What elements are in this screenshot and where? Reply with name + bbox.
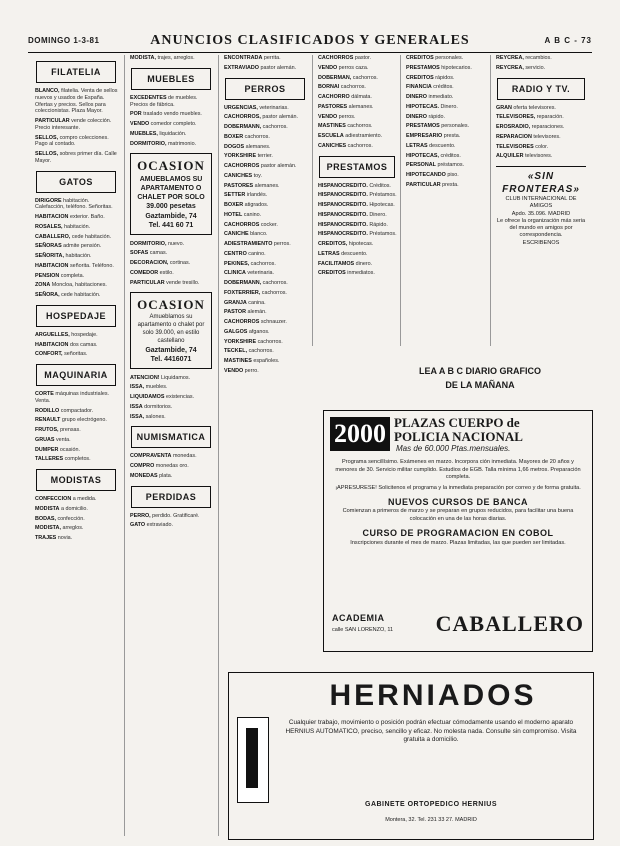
ad: ISSA, salones. xyxy=(130,413,166,420)
ad: PASTORES alemanes. xyxy=(318,103,374,110)
sin-fronteras-ad xyxy=(496,166,586,247)
ad: MODISTA, arreglos. xyxy=(35,525,84,532)
ad: CANICHE blanco. xyxy=(224,231,268,238)
sf-title: «SIN FRONTERAS» xyxy=(502,171,580,195)
ad: LETRAS descuento. xyxy=(406,142,456,149)
sf-cta: ESCRIBENOS xyxy=(522,239,560,246)
lea-abc-banner xyxy=(360,364,600,393)
ad: CREDITOS rápidos. xyxy=(406,74,455,81)
sf-text: Le ofrece la organización más seria del mundo en amigos por correspondencia. xyxy=(496,217,586,239)
ad: GRUAS venta. xyxy=(35,436,71,443)
herniados-gabinete: GABINETE ORTOPEDICO HERNIUS xyxy=(365,801,497,808)
box-text: Amueblamos su apartamento o chalet por solo 39.000, en estilo castellano xyxy=(137,314,205,344)
ad: SEÑORITA, habitación. xyxy=(35,253,92,259)
cobol-heading: CURSO DE PROGRAMACION EN COBOL xyxy=(362,528,554,539)
ad: PASTORES alemanes. xyxy=(224,182,280,189)
ad: CANICHES toy. xyxy=(224,172,262,179)
ad: CABALLERO, cede habitación. xyxy=(35,233,112,240)
ad: DOGOS alemanes. xyxy=(224,143,271,150)
policia-paragraph: Programa sencillísimo. Exámenes en marzo. Incorpora ción inmediata. Mayores de 20 años y menores de 30. Servicio militar cumplido. Estudios de EGB. Talla mínima 1,66 metros. Preparación completa. xyxy=(335,459,581,481)
ad: YORKSHIRE terrier. xyxy=(224,153,273,160)
ad: PENSION completa. xyxy=(35,272,85,279)
ad: HISPANOCREDITO. Hipotecas. xyxy=(318,202,395,208)
ad: PERSONAL préstamos. xyxy=(406,162,465,169)
ad: TALLERES completos. xyxy=(35,456,91,463)
section-maquinaria: MAQUINARIA xyxy=(36,364,116,386)
ad: YORKSHIRE cachorros. xyxy=(224,338,283,345)
ad: ISSA dormitorios. xyxy=(130,403,173,410)
ad: PARTICULAR vende colección. Precio interesante. xyxy=(35,118,112,131)
ad: VENDO perro. xyxy=(224,367,259,374)
herniados-ad xyxy=(228,672,594,840)
ad: MONEDAS plata. xyxy=(130,472,173,479)
ad: CANICHES cachorros. xyxy=(318,142,373,149)
section-muebles: MUEBLES xyxy=(131,68,211,90)
ad: FOXTERRIER, cachorros. xyxy=(224,289,287,296)
ad: CENTRO canino. xyxy=(224,250,266,257)
ad: GALGOS afganos. xyxy=(224,328,270,335)
ad: CACHORRO dálmata. xyxy=(318,94,372,100)
column-6 xyxy=(490,55,591,346)
ad: COMPRAVENTA monedas. xyxy=(130,453,197,460)
ad: HIPOTECAS. Dinero. xyxy=(406,103,458,110)
herniados-address: Montera, 32. Tel. 231 33 27. MADRID xyxy=(385,817,477,823)
ad: GRANJA canina. xyxy=(224,299,266,306)
box-price: 39.000 pesetas xyxy=(146,203,196,211)
ad: GATO extraviado. xyxy=(130,522,173,529)
ad: SEÑORAS admite pensión. xyxy=(35,243,102,250)
banca-heading: NUEVOS CURSOS DE BANCA xyxy=(387,497,528,508)
section-modistas: MODISTAS xyxy=(36,469,116,491)
ad: FINANCIA créditos. xyxy=(406,84,454,91)
ad: ROSALES, habitación. xyxy=(35,223,91,230)
ad: REYCREA, servicio. xyxy=(496,64,546,71)
ad: BLANCO, filatelia. Venta de sellos nuevos y usados de España. Ofertas y precios. Sellos para coleccionistas. Plaza Mayor. xyxy=(35,88,118,115)
ad: BOXER cachorros. xyxy=(224,133,270,140)
ad: EMPRESARIO presta. xyxy=(406,133,461,139)
policia-paragraph: ¡APRESURESE! Solicitenos el programa y la inmediata preparación por correo y de forma gratuita. xyxy=(335,484,581,491)
ad: ESCUELA adiestramiento. xyxy=(318,133,383,139)
ad: HISPANOCREDITO. Dinero. xyxy=(318,211,387,218)
box-phone: Tel. 4416071 xyxy=(150,355,192,363)
ocasion-ad-box-2 xyxy=(130,292,212,368)
ad: CONFORT, señoritas. xyxy=(35,351,88,358)
ad: ATENCION! Liquidamos. xyxy=(130,374,191,381)
ad: DORMITORIO, matrimonio. xyxy=(130,140,197,147)
lea-line-1: LEA A B C DIARIO GRAFICO xyxy=(419,366,541,376)
column-1 xyxy=(30,55,122,836)
box-text: AMUEBLAMOS SU APARTAMENTO O CHALET POR SOLO xyxy=(137,176,205,202)
banca-text: Comienzan a primeros de marzo y se preparan en grupos reducidos, para facilitar una buena colocación en una de las horas diarias. xyxy=(342,508,574,522)
box-address: Gaztambide, 74 xyxy=(145,346,197,354)
policia-title-2: POLICIA NACIONAL xyxy=(394,429,523,444)
ad: HIPOTECANDO piso. xyxy=(406,172,459,178)
ad: CREDITOS inmediatos. xyxy=(318,270,375,277)
ad: RODILLO compactador. xyxy=(35,407,94,414)
section-hospedaje: HOSPEDAJE xyxy=(36,305,116,327)
ad: ISSA, muebles. xyxy=(130,384,168,391)
ad: BODAS, confección. xyxy=(35,515,85,522)
ad: CACHORROS pastor. xyxy=(318,55,372,61)
box-address: Gaztambide, 74 xyxy=(145,212,197,220)
academia-label: ACADEMIA xyxy=(332,613,385,623)
ad: POR traslado vendo muebles. xyxy=(130,111,202,118)
ad: CREDITOS, hipotecas. xyxy=(318,241,374,247)
section-numismatica: NUMISMATICA xyxy=(131,426,211,448)
ad: CORTE máquinas industriales. Venta. xyxy=(35,391,110,404)
header-page: A B C - 73 xyxy=(544,36,592,45)
ad: CLINICA veterinaria. xyxy=(224,270,275,277)
sf-apdo: Apdo. 35.096. MADRID xyxy=(511,210,571,217)
ad: URGENCIAS, veterinarias. xyxy=(224,104,289,111)
section-prestamos: PRESTAMOS xyxy=(319,156,395,178)
ad: ARGUELLES, hospedaje. xyxy=(35,331,98,338)
ad: PARTICULAR vende tresillo. xyxy=(130,279,200,286)
ad: LIQUIDAMOS existencias. xyxy=(130,394,195,401)
ad: CACHORROS schnauzer. xyxy=(224,319,287,325)
ad: FACILITAMOS dinero. xyxy=(318,260,373,267)
ad: CACHORROS pastor alemán. xyxy=(224,163,297,169)
ad: VENDO perros caza. xyxy=(318,64,369,71)
ad: SETTER irlandés. xyxy=(224,192,268,199)
ad: HISPANOCREDITO. Préstamos. xyxy=(318,192,397,199)
ad: HISPANOCREDITO. Préstamos. xyxy=(318,231,397,238)
section-gatos: GATOS xyxy=(36,171,116,193)
sf-club: CLUB INTERNACIONAL DE AMIGOS xyxy=(505,196,577,210)
ad: ALQUILER televisores. xyxy=(496,153,553,160)
header-date: DOMINGO 1-3-81 xyxy=(28,36,100,45)
header-title: ANUNCIOS CLASIFICADOS Y GENERALES xyxy=(150,33,470,48)
academia-address: calle SAN LORENZO, 11 xyxy=(332,627,394,633)
ad: VENDO comedor completo. xyxy=(130,121,197,127)
ad: DINERO rápido. xyxy=(406,113,445,120)
plazas-number: 2000 xyxy=(330,417,390,451)
ad: PERRO, perdido. Gratificaré. xyxy=(130,512,200,519)
ad: PARTICULAR presta. xyxy=(406,181,459,188)
policia-nacional-ad xyxy=(323,410,593,652)
ad: LETRAS descuento. xyxy=(318,250,368,257)
ad: MASTINES españoles. xyxy=(224,358,280,364)
academia-name: CABALLERO xyxy=(435,611,584,636)
ad: HABITACION señorita. Teléfono. xyxy=(35,262,114,269)
box-headline: OCASION xyxy=(137,297,205,313)
ad: COMEDOR estilo. xyxy=(130,269,174,276)
ocasion-ad-box xyxy=(130,153,212,234)
ad: HABITACION dos camas. xyxy=(35,341,98,348)
ad: PRESTAMOS hipotecarios. xyxy=(406,64,472,71)
ad: REPARACION televisores. xyxy=(496,133,561,140)
ad: DOBERMAN, cachorros. xyxy=(318,74,378,81)
section-perros: PERROS xyxy=(225,78,305,100)
ad: TELEVISORES, reparación. xyxy=(496,114,564,121)
ad: CACHORROS, pastor alemán. xyxy=(224,114,299,121)
section-radio-tv: RADIO Y TV. xyxy=(497,78,585,100)
ad: EXCEDENTES de muebles. Precios de fábrica. xyxy=(130,94,198,108)
ad: HABITACION exterior. Baño. xyxy=(35,214,105,220)
ad: CONFECCION a medida. xyxy=(35,496,97,502)
ad: COMPRO monedas oro. xyxy=(130,463,189,470)
ad: DOBERMANN, cachorros. xyxy=(224,280,288,286)
hernius-emblem-icon xyxy=(237,717,269,803)
ad: DECORACION, cortinas. xyxy=(130,260,191,267)
ad: VENDO perros. xyxy=(318,113,356,120)
box-headline: OCASION xyxy=(137,158,205,174)
policia-salary: Mas de 60.000 Ptas.mensuales. xyxy=(396,444,511,453)
ad: HOTEL canino. xyxy=(224,211,262,218)
ad: HIPOTECAS, créditos. xyxy=(406,152,461,159)
column-4 xyxy=(312,55,401,346)
policia-title-1: PLAZAS CUERPO de xyxy=(394,415,520,430)
ad: TRAJES novia. xyxy=(35,535,73,541)
ad: SELLOS, sobres primer día. Calle Mayor. xyxy=(35,151,117,164)
ad: TECKEL, cachorros. xyxy=(224,348,274,355)
ad: PASTOR alemán. xyxy=(224,309,267,316)
ad: EROSRADIO, reparaciones. xyxy=(496,124,565,130)
ad: PEKINES, cachorros. xyxy=(224,260,276,267)
ad: DORMITORIO, nuevo. xyxy=(130,240,185,247)
ad: RENAULT grupo electrógeno. xyxy=(35,417,107,424)
section-filatelia: FILATELIA xyxy=(36,61,116,83)
ad: SEÑORA, cede habitación. xyxy=(35,292,101,298)
ad: MODISTA, trajes, arreglos. xyxy=(130,55,195,61)
ad: BOXER atigrados. xyxy=(224,202,269,208)
ad: HISPANOCREDITO. Rápido. xyxy=(318,221,388,228)
ad: GRAN oferta televisores. xyxy=(496,104,556,111)
ad: SOFAS camas. xyxy=(130,250,168,257)
ad: DIRIGORE habitación. Calefacción, teléfono. Señoritas. xyxy=(35,197,113,211)
ad: CACHORROS cocker. xyxy=(224,221,278,228)
herniados-body: Cualquier trabajo, movimiento o posición podrán efectuar cómodamente usando el moderno aparato HERNIUS AUTOMATICO, preciso, sencillo y eficaz. No molesta nada. Consulte sin compromiso. Visita gratuita a domicilio. xyxy=(285,719,577,744)
ad: FRUTOS, prensas. xyxy=(35,427,81,433)
ad: ENCONTRADA perrita. xyxy=(224,55,281,61)
ad: TELEVISORES color. xyxy=(496,143,549,150)
ad: BORNAI cachorros. xyxy=(318,84,366,91)
lea-line-2: DE LA MAÑANA xyxy=(445,380,515,391)
section-perdidas: PERDIDAS xyxy=(131,486,211,508)
ad: CREDITOS personales. xyxy=(406,55,464,61)
ad: HISPANOCREDITO. Créditos. xyxy=(318,182,391,189)
ad: ZONA Moncloa, habitaciones. xyxy=(35,282,107,289)
ad: MUEBLES, liquidación. xyxy=(130,130,187,137)
policia-header xyxy=(330,417,586,451)
page-header xyxy=(28,33,592,53)
herniados-title: HERNIADOS xyxy=(329,679,537,712)
ad: MASTINES cachorros. xyxy=(318,123,373,130)
ad: PRESTAMOS personales. xyxy=(406,123,470,130)
ad: EXTRAVIADO pastor alemán. xyxy=(224,64,297,71)
ad: DINERO inmediato. xyxy=(406,94,454,100)
column-2 xyxy=(124,55,217,836)
column-5 xyxy=(400,55,489,346)
academia-footer xyxy=(332,611,584,643)
ad: MODISTA a domicilio. xyxy=(35,505,88,512)
ad: DOBERMANN, cachorros. xyxy=(224,124,288,130)
cobol-text: Inscripciones durante el mes de marzo. Plazas limitadas, las que pueden ser limitadas. xyxy=(350,539,566,546)
ad: REYCREA, recambios. xyxy=(496,55,552,61)
box-phone: Tel. 441 60 71 xyxy=(148,221,194,229)
ad: SELLOS, compro colecciones. Pago al contado. xyxy=(35,134,109,148)
ad: DUMPER ocasión. xyxy=(35,446,80,453)
ad: ADIESTRAMIENTO perros. xyxy=(224,241,291,247)
policia-body xyxy=(332,459,584,547)
